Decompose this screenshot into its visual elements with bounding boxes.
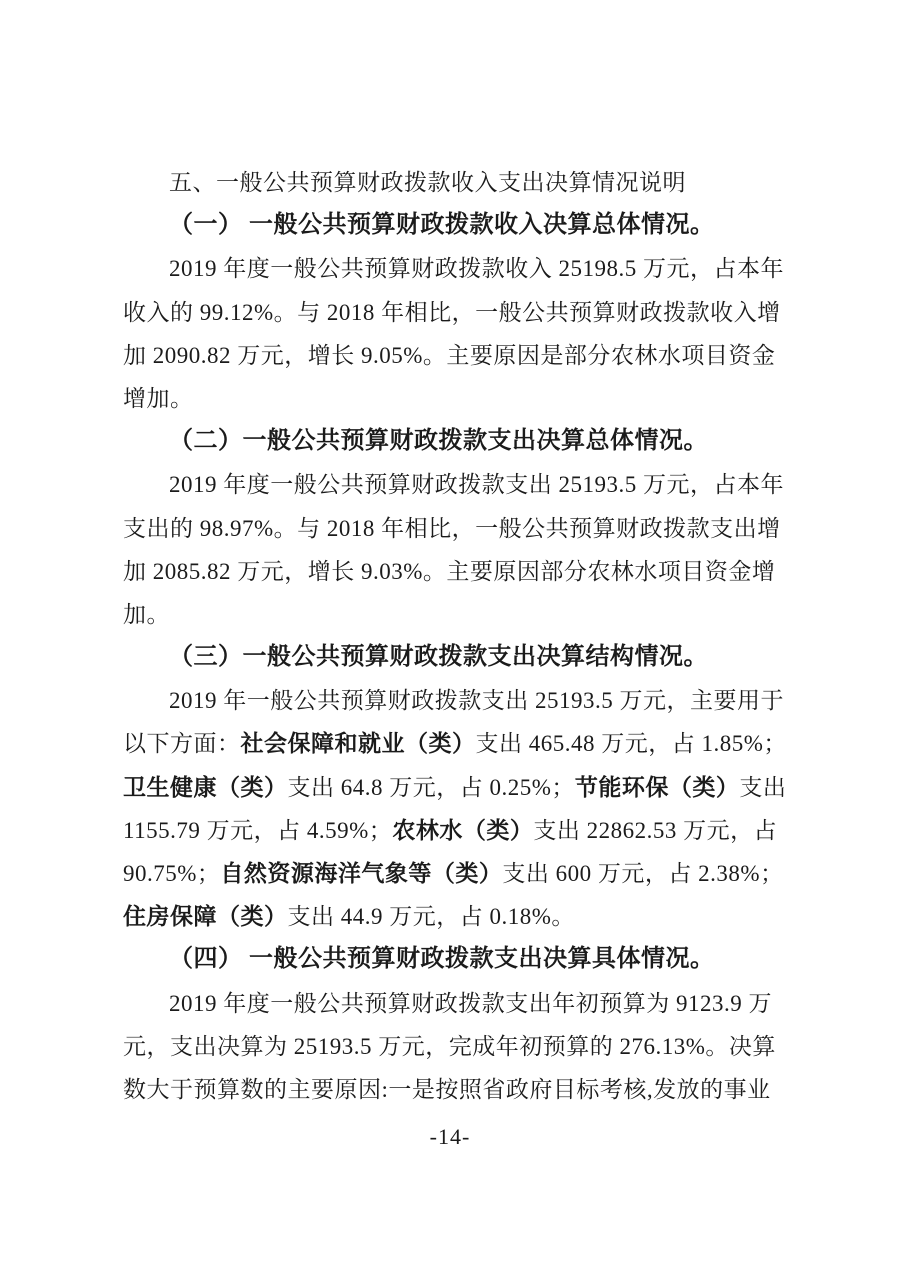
category-name: 社会保障和就业（类）: [240, 731, 476, 757]
body-line: [123, 895, 781, 938]
text-segment: （四） 一般公共预算财政拨款支出决算具体情况。: [169, 946, 715, 973]
text-segment: 1155.79 万元，占 4.59%；: [123, 817, 393, 843]
body-line: [123, 507, 781, 550]
text-segment: 支出 44.9 万元，占 0.18%。: [287, 904, 575, 930]
subsection-heading-expenditure-detail: [123, 938, 781, 981]
subsection-heading-expenditure-overview: [123, 420, 781, 463]
category-name: 农林水（类）: [392, 817, 534, 843]
text-segment: 五、一般公共预算财政拨款收入支出决算情况说明: [169, 170, 686, 195]
body-line: [123, 1068, 781, 1111]
text-segment: （二）一般公共预算财政拨款支出决算总体情况。: [169, 428, 708, 455]
text-segment: 加 2085.82 万元，增长 9.03%。主要原因部分农林水项目资金增: [123, 558, 776, 584]
body-line: [123, 1025, 781, 1068]
body-line: [123, 766, 787, 809]
category-name: 自然资源海洋气象等（类）: [220, 861, 503, 886]
body-line: [123, 809, 781, 852]
text-segment: 加 2090.82 万元，增长 9.05%。主要原因是部分农林水项目资金: [123, 342, 776, 368]
text-segment: （三）一般公共预算财政拨款支出决算结构情况。: [169, 644, 708, 671]
text-segment: 加。: [123, 601, 170, 627]
text-segment: 2019 年度一般公共预算财政拨款支出年初预算为 9123.9 万: [169, 990, 772, 1016]
text-segment: 2019 年度一般公共预算财政拨款收入 25198.5 万元，占本年: [169, 256, 784, 282]
body-line: [123, 377, 781, 420]
text-segment: 支出: [739, 774, 787, 800]
document-body: [123, 161, 787, 1111]
text-segment: 支出 22862.53 万元，占: [533, 817, 778, 843]
text-segment: 元，支出决算为 25193.5 万元，完成年初预算的 276.13%。决算: [123, 1033, 776, 1059]
text-segment: 以下方面：: [123, 731, 241, 757]
text-segment: 收入的 99.12%。与 2018 年相比，一般公共预算财政拨款收入增: [123, 299, 781, 325]
text-segment: （一） 一般公共预算财政拨款收入决算总体情况。: [169, 212, 715, 239]
category-name: 住房保障（类）: [123, 904, 288, 930]
body-line: [123, 247, 784, 290]
body-line: [123, 722, 787, 765]
text-segment: 支出 64.8 万元，占 0.25%；: [287, 774, 575, 800]
body-line: [123, 334, 781, 377]
text-segment: 支出 465.48 万元，占 1.85%；: [475, 731, 787, 757]
section-heading: [123, 161, 781, 204]
text-segment: 2019 年度一般公共预算财政拨款支出 25193.5 万元，占本年: [169, 472, 784, 498]
text-segment: 2019 年一般公共预算财政拨款支出 25193.5 万元，主要用于: [169, 688, 784, 714]
body-line: [123, 593, 781, 636]
body-line: [123, 550, 781, 593]
body-line: [123, 291, 781, 334]
page-number: -14-: [429, 1124, 471, 1149]
category-name: 卫生健康（类）: [123, 774, 288, 800]
subsection-heading-expenditure-structure: [123, 636, 781, 679]
subsection-heading-income-overview: [123, 204, 781, 247]
text-segment: 支出 600 万元，占 2.38%；: [502, 861, 784, 886]
body-line: [123, 852, 784, 895]
category-name: 节能环保（类）: [574, 774, 740, 800]
text-segment: 增加。: [123, 385, 194, 411]
body-line: [123, 982, 781, 1025]
body-line: [123, 463, 784, 506]
text-segment: 数大于预算数的主要原因:一是按照省政府目标考核,发放的事业: [123, 1076, 771, 1102]
body-line: [123, 679, 784, 722]
text-segment: 支出的 98.97%。与 2018 年相比，一般公共预算财政拨款支出增: [123, 515, 781, 541]
text-segment: 90.75%；: [123, 861, 221, 886]
